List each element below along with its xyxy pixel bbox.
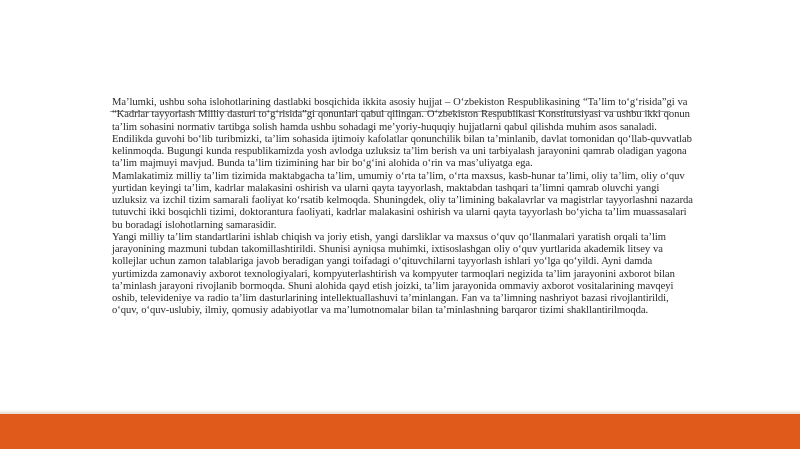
paragraph-2: Mamlakatimiz milliy ta’lim tizimida maktabgacha ta’lim, umumiy o‘rta ta’lim, o‘rta maxsus, kasb-hunar ta’limi, oliy ta’lim, oliy o‘quv yurtidan keyingi ta’lim, kadrlar malakasini oshirish va ularni qayta tayyorlash, maktabdan tashqari ta’limni qamrab oluvchi yangi uzluksiz va izchil tizim samarali faoliyat ko‘rsatib kelmoqda. Shuningdek, oliy ta’limining bakalavrlar va magistrlar tayyorlashni nazarda tutuvchi ikki bosqichli tizimi, doktorantura faoliyati, kadrlar malakasini oshirish va ularni qayta tayyorlash bo‘yicha ta’lim muassasalari bu boradagi islohotlarning samarasidir. xyxy=(112,170,693,231)
paragraph-1: Ma’lumki, ushbu soha islohotlarining dastlabki bosqichida ikkita asosiy hujjat – O‘zbekiston Respublikasining “Ta’lim to‘g‘risida”gi va “Kadrlar tayyorlash Milliy dasturi to‘g‘risida”gi qonunlari qabul qilingan. O‘zbekiston Respublikasi Konstitutsiyasi va ushbu ikki qonun ta’lim sohasini normativ tartibga solish hamda ushbu sohadagi me’yoriy-huquqiy hujjatlarni qabul qilishda muhim asos sanaladi. Endilikda guvohi bo‘lib turibmizki, ta’lim sohasida ijtimoiy kafolatlar qonunchilik bilan ta’minlanib, davlat tomonidan qo‘llab-quvvatlab kelinmoqda. Bugungi kunda respublikamizda yosh avlodga uzluksiz ta’lim berish va uni tarbiyalash jarayonini qamrab oladigan yagona ta’lim majmuyi mavjud. Bunda ta’lim tizimining har bir bo‘g‘ini alohida o‘rin va mas’uliyatga ega. xyxy=(112,97,692,170)
slide-body-text xyxy=(112,97,697,318)
footer-accent-band xyxy=(0,414,800,449)
paragraph-3: Yangi milliy ta’lim standartlarini ishlab chiqish va joriy etish, yangi darsliklar va maxsus o‘quv qo‘llanmalari yaratish orqali ta’lim jarayonining mazmuni tubdan takomillashtirildi. Shunisi ayniqsa muhimki, ixtisoslashgan oliy o‘quv yurtlarida akademik litsey va kollejlar uchun zamon talablariga javob beradigan yangi toifadagi o‘qituvchilarni tayyorlash ishlari yo‘lga qo‘yildi. Ayni damda yurtimizda zamonaviy axborot texnologiyalari, kompyuterlashtirish va kompyuter tarmoqlari negizida ta’lim jarayonini axborot bilan ta’minlash jarayoni rivojlanib bormoqda. Shuni alohida qayd etish joizki, ta’lim jarayonida ommaviy axborot vositalarining mavqeyi oshib, televideniye va radio ta’lim dasturlarining intellektuallashuvi ta’minlangan. Fan va ta’limning nashriyot bazasi rivojlantirildi, o‘quv, o‘quv-uslubiy, ilmiy, qomusiy adabiyotlar va ma’lumotnomalar bilan ta’minlashning barqaror tizimi shakllantirilmoqda. xyxy=(112,231,675,317)
